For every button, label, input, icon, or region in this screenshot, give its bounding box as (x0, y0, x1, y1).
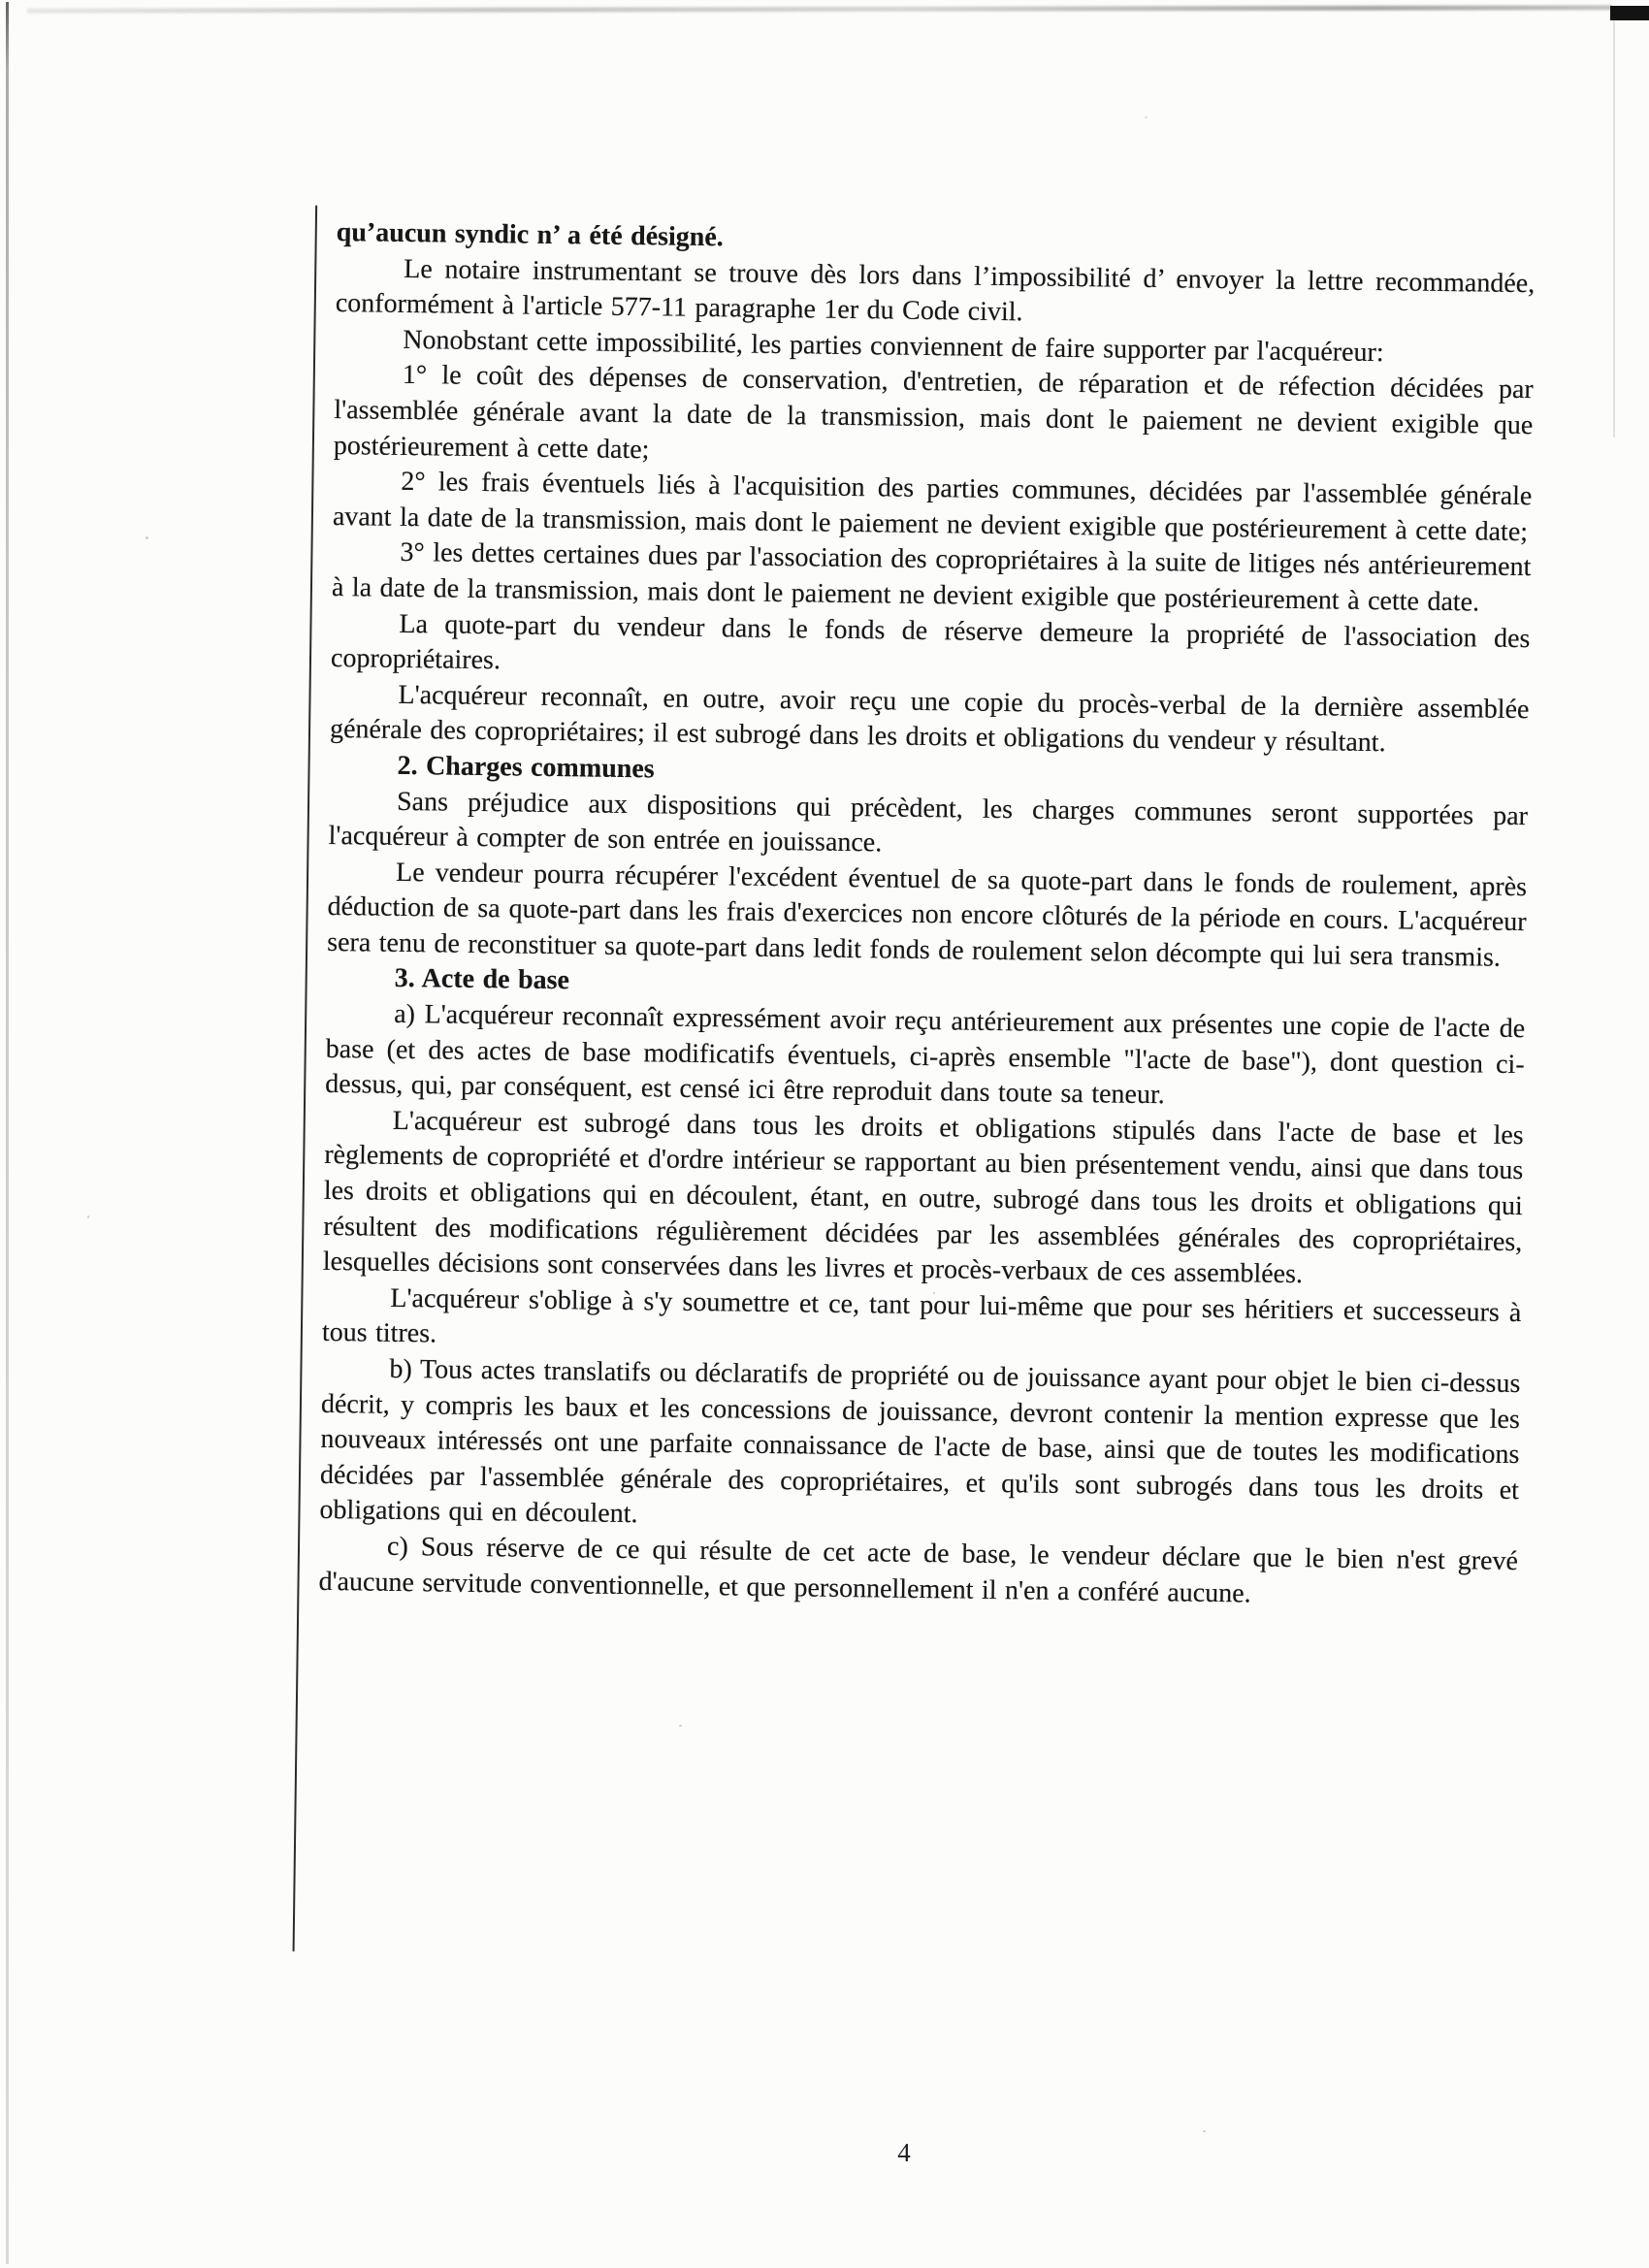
scan-speck (1145, 116, 1148, 118)
section-heading: 3. Acte de base (394, 963, 570, 996)
paragraph: a) L'acquéreur reconnaît expressément avoir reçu antérieurement aux présentes une copie de l'acte de base (et des actes de base modificatifs éventuels, ci-après ensemble "l'acte de base"), dont question ci-dessus, qui, par conséquent, est censé ici être reproduit dans toute sa teneur. (325, 998, 1526, 1111)
scan-speck (1203, 2130, 1206, 2132)
paragraph: Le notaire instrumentant se trouve dès lors dans l’impossibilité d’ envoyer la lettre recommandée, conformément à l'article 577-11 paragraphe 1er du Code civil. (335, 253, 1536, 328)
paragraph: Sans préjudice aux dispositions qui précèdent, les charges communes seront supportées par l'acquéreur à compter de son entrée en jouissance. (328, 786, 1529, 859)
document-text (318, 215, 1536, 1615)
paragraph: 1° le coût des dépenses de conservation, d'entretien, de réparation et de réfection décidées par l'assemblée générale avant la date de la transmission, mais dont le paiement ne devient exigible que postérieurement à cette date; (333, 360, 1534, 465)
paragraph: L'acquéreur reconnaît, en outre, avoir reçu une copie du procès-verbal de la dernière assemblée générale des copropriétaires; il est subrogé dans les droits et obligations du vendeur y résultant. (329, 679, 1530, 759)
paragraph: 2° les frais éventuels liés à l'acquisition des parties communes, décidées par l'assemblée générale avant la date de la transmission, mais dont le paiement ne devient exigible que postérieurement à cette date; (332, 467, 1533, 547)
paragraph: c) Sous réserve de ce qui résulte de cet acte de base, le vendeur déclare que le bien n'est grevé d'aucune servitude conventionnelle, et que personnellement il n'en a conféré aucune. (318, 1531, 1519, 1609)
scan-speck (679, 1725, 682, 1727)
scan-right-edge-line (1613, 20, 1615, 437)
scan-speck (146, 536, 148, 539)
left-margin-rule (293, 206, 318, 1952)
document-heading: qu’aucun syndic n’ a été désigné. (336, 216, 724, 253)
paragraph: La quote-part du vendeur dans le fonds de réserve demeure la propriété de l'association des copropriétaires. (330, 608, 1531, 676)
paragraph: 3° les dettes certaines dues par l'association des copropriétaires à la suite de litiges nés antérieurement à la date de la transmission, mais dont le paiement ne devient exigible que postérieurement à cette date. (331, 537, 1532, 618)
section-heading: 2. Charges communes (397, 750, 655, 785)
paragraph: Le vendeur pourra récupérer l'excédent éventuel de sa quote-part dans le fonds de roulement, après déduction de sa quote-part dans les frais d'exercices non encore clôturés de la période en cours. L'acquéreur sera tenu de reconstituer sa quote-part dans ledit fonds de roulement selon décompte qui lui sera transmis. (326, 857, 1528, 973)
paragraph: L'acquéreur s'oblige à s'y soumettre et ce, tant pour lui-même que pour ses héritiers et successeurs à tous titres. (321, 1282, 1522, 1349)
scan-left-edge-line (6, 2, 9, 2264)
paragraph: b) Tous actes translatifs ou déclaratifs de propriété ou de jouissance ayant pour objet le bien ci-dessus décrit, y compris les baux et les concessions de jouissance, devront contenir la mention expresse que les nouveaux intéressés ont une parfaite connaissance de l'acte de base, ainsi que de toutes les modifications décidées par l'assemblée générale des copropriétaires, et qu'ils sont subrogés dans tous les droits et obligations qui en découlent. (319, 1353, 1521, 1530)
page-number: 4 (897, 2138, 911, 2167)
scan-speck (87, 1215, 89, 1218)
paragraph: Nonobstant cette impossibilité, les parties conviennent de faire supporter par l'acquéreur: (403, 324, 1384, 368)
scan-corner-mark (1610, 6, 1649, 20)
paragraph: L'acquéreur est subrogé dans tous les droits et obligations stipulés dans l'acte de base et les règlements de copropriété et d'ordre intérieur se rapportant au bien présentement vendu, ainsi que dans tous les droits et obligations qui en découlent, étant, en outre, subrogé dans tous les droits et obligations qui résultent des modifications régulièrement décidées par les assemblées générales des copropriétaires, lesquelles décisions sont conservées dans les livres et procès-verbaux de ces assemblées. (322, 1105, 1524, 1290)
scan-smudge-top (27, 5, 1612, 13)
